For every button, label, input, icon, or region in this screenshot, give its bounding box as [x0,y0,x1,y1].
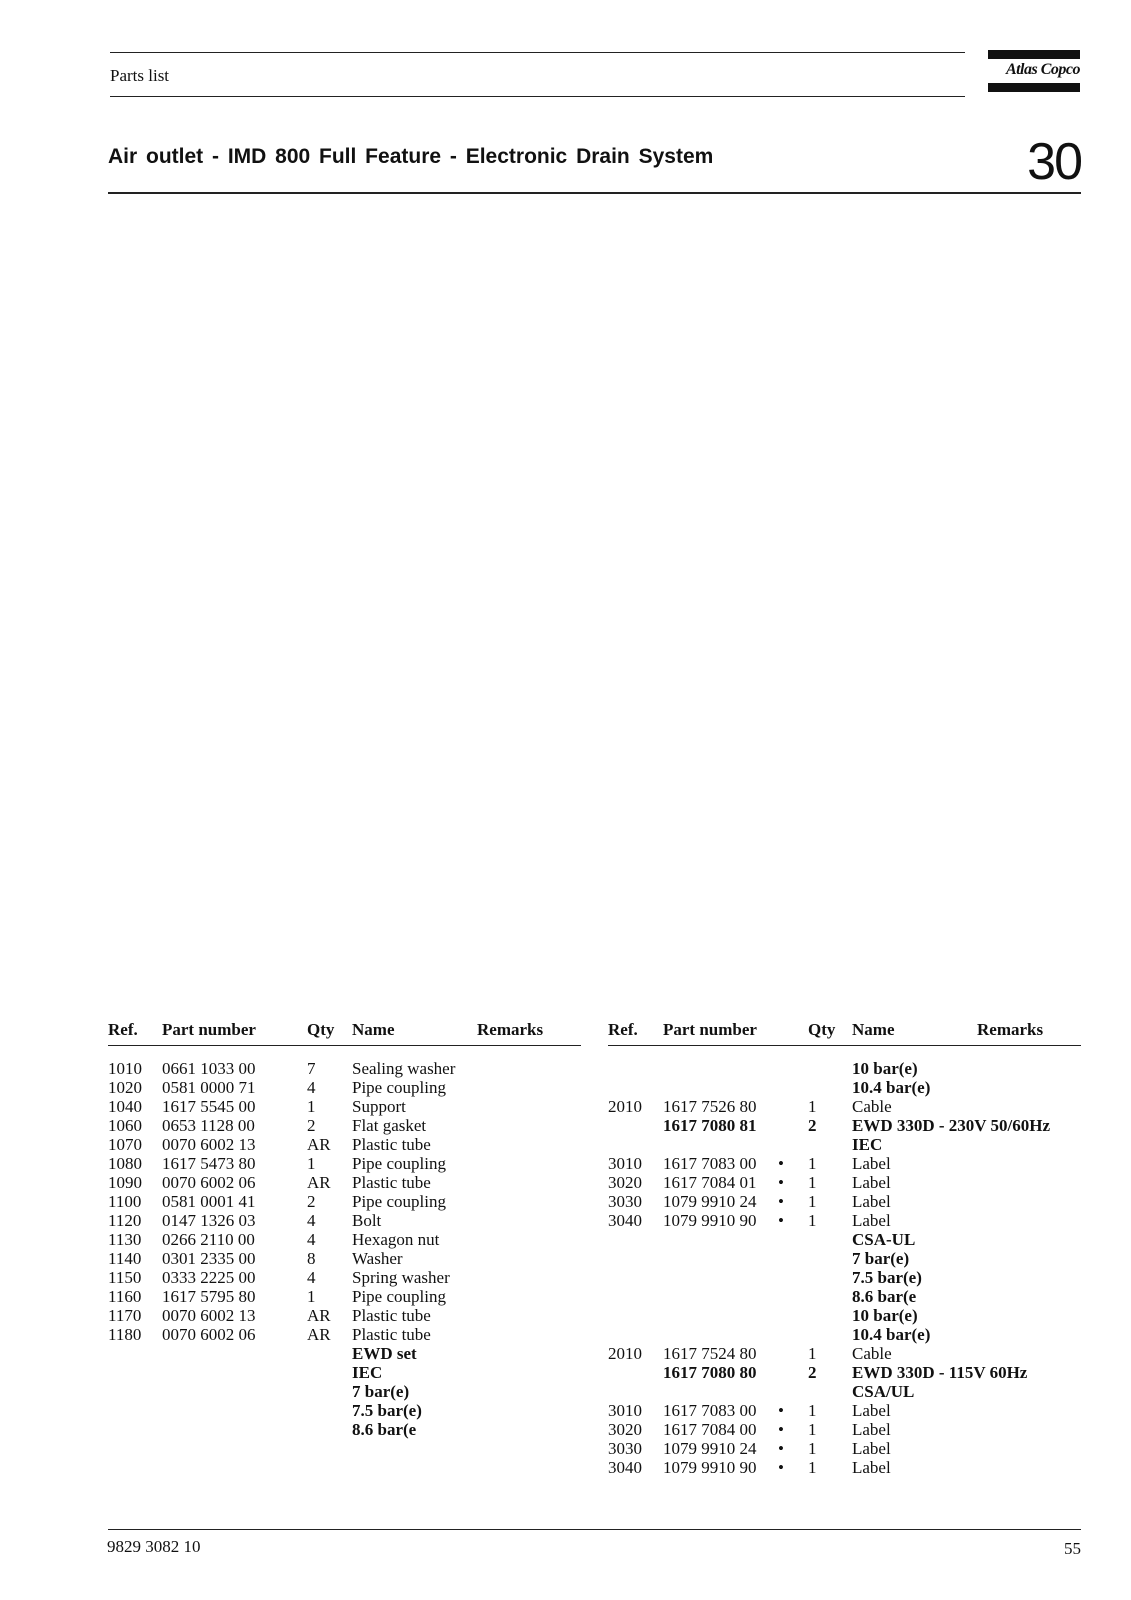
row-ref: 3010 [608,1401,642,1420]
row-part-number: 1079 9910 90 [663,1211,757,1230]
row-name: EWD 330D - 230V 50/60Hz [852,1116,1051,1135]
row-part-number: 1617 7080 80 [663,1363,757,1382]
row-qty: 4 [307,1078,316,1097]
row-ref: 2010 [608,1097,642,1116]
row-ref: 3030 [608,1439,642,1458]
row-ref: 3030 [608,1192,642,1211]
row-name: Label [852,1439,891,1458]
row-name: Label [852,1420,891,1439]
atlas-copco-logo [988,50,1080,92]
row-name: Pipe coupling [352,1154,446,1173]
row-name: 8.6 bar(e [352,1420,417,1439]
row-ref: 1070 [108,1135,142,1154]
row-part-number: 0661 1033 00 [162,1059,256,1078]
row-part-number: 0070 6002 13 [162,1135,256,1154]
row-qty: 1 [808,1097,817,1116]
row-name: Label [852,1173,891,1192]
row-qty: 1 [808,1458,817,1477]
row-name: EWD 330D - 115V 60Hz [852,1363,1028,1382]
header-bottom-rule [110,96,965,97]
row-part-number: 1617 5473 80 [162,1154,256,1173]
row-name: 10 bar(e) [852,1306,918,1325]
row-part-number: 0147 1326 03 [162,1211,256,1230]
row-qty: AR [307,1135,331,1154]
row-qty: 1 [307,1154,316,1173]
title-rule [108,192,1081,194]
row-part-number: 1617 7080 81 [663,1116,757,1135]
row-name: Plastic tube [352,1306,431,1325]
row-ref: 3020 [608,1173,642,1192]
page-number: 55 [1064,1539,1081,1558]
row-name: Label [852,1192,891,1211]
row-ref: 1120 [108,1211,142,1230]
row-part-number: 1617 7084 01 [663,1173,757,1192]
row-name: Plastic tube [352,1173,431,1192]
bullet-icon: • [778,1173,784,1192]
row-name: EWD set [352,1344,417,1363]
right-col-ref: Ref. [608,1020,638,1039]
bullet-icon: • [778,1439,784,1458]
row-qty: 1 [808,1420,817,1439]
row-name: 10 bar(e) [852,1059,918,1078]
row-part-number: 1079 9910 24 [663,1192,757,1211]
row-name: 7.5 bar(e) [352,1401,422,1420]
bullet-icon: • [778,1420,784,1439]
row-qty: 1 [808,1439,817,1458]
row-name: 8.6 bar(e [852,1287,917,1306]
row-qty: AR [307,1306,331,1325]
row-name: 10.4 bar(e) [852,1325,931,1344]
row-ref: 3040 [608,1458,642,1477]
row-qty: 1 [808,1173,817,1192]
row-name: Hexagon nut [352,1230,440,1249]
row-name: 7.5 bar(e) [852,1268,922,1287]
row-name: Support [352,1097,406,1116]
row-ref: 1160 [108,1287,142,1306]
row-qty: 1 [808,1401,817,1420]
row-name: 7 bar(e) [852,1249,910,1268]
row-name: Washer [352,1249,403,1268]
row-qty: 4 [307,1268,316,1287]
row-part-number: 1617 7083 00 [663,1154,757,1173]
row-ref: 1010 [108,1059,142,1078]
row-qty: 1 [808,1192,817,1211]
row-ref: 2010 [608,1344,642,1363]
row-part-number: 1617 7084 00 [663,1420,757,1439]
row-part-number: 0266 2110 00 [162,1230,255,1249]
row-ref: 1150 [108,1268,142,1287]
row-name: Spring washer [352,1268,450,1287]
row-ref: 1140 [108,1249,142,1268]
bullet-icon: • [778,1401,784,1420]
row-name: Pipe coupling [352,1287,446,1306]
row-qty: 2 [307,1116,316,1135]
row-part-number: 0581 0000 71 [162,1078,256,1097]
row-qty: 1 [307,1287,316,1306]
row-ref: 1100 [108,1192,142,1211]
row-qty: 2 [808,1116,817,1135]
row-part-number: 0070 6002 06 [162,1325,256,1344]
row-qty: AR [307,1325,331,1344]
row-ref: 3010 [608,1154,642,1173]
row-part-number: 0653 1128 00 [162,1116,255,1135]
right-col-remarks: Remarks [977,1020,1044,1039]
left-table-rule [108,1045,581,1046]
row-name: CSA-UL [852,1230,916,1249]
left-col-ref: Ref. [108,1020,138,1039]
row-part-number: 0333 2225 00 [162,1268,256,1287]
row-part-number: 1079 9910 24 [663,1439,757,1458]
row-qty: 8 [307,1249,316,1268]
right-col-qty: Qty [808,1020,836,1039]
document-number: 9829 3082 10 [107,1537,201,1556]
row-name: CSA/UL [852,1382,915,1401]
footer-rule [108,1529,1081,1530]
left-col-qty: Qty [307,1020,335,1039]
bullet-icon: • [778,1458,784,1477]
row-ref: 1080 [108,1154,142,1173]
row-name: Plastic tube [352,1325,431,1344]
row-qty: 1 [808,1211,817,1230]
row-qty: AR [307,1173,331,1192]
row-part-number: 0070 6002 06 [162,1173,256,1192]
row-ref: 1170 [108,1306,142,1325]
row-ref: 1020 [108,1078,142,1097]
row-name: Label [852,1211,891,1230]
row-qty: 1 [307,1097,316,1116]
bullet-icon: • [778,1154,784,1173]
header-label: Parts list [110,66,170,85]
left-col-name: Name [352,1020,395,1039]
row-ref: 1040 [108,1097,142,1116]
row-ref: 1090 [108,1173,142,1192]
right-col-part: Part number [663,1020,757,1039]
row-name: Flat gasket [352,1116,427,1135]
left-col-remarks: Remarks [477,1020,544,1039]
bullet-icon: • [778,1211,784,1230]
row-name: Plastic tube [352,1135,431,1154]
row-qty: 1 [808,1154,817,1173]
row-name: Bolt [352,1211,382,1230]
row-ref: 1180 [108,1325,142,1344]
row-part-number: 0581 0001 41 [162,1192,256,1211]
row-part-number: 1617 7526 80 [663,1097,757,1116]
left-col-part: Part number [162,1020,256,1039]
row-part-number: 0070 6002 13 [162,1306,256,1325]
bullet-icon: • [778,1192,784,1211]
row-qty: 2 [307,1192,316,1211]
page-title: Air outlet - IMD 800 Full Feature - Electronic Drain System [108,145,714,168]
row-ref: 1060 [108,1116,142,1135]
row-part-number: 1617 5545 00 [162,1097,256,1116]
logo-wordmark: Atlas Copco [1005,61,1080,78]
right-col-name: Name [852,1020,895,1039]
row-qty: 2 [808,1363,817,1382]
row-name: Pipe coupling [352,1192,446,1211]
section-number: 30 [1027,133,1081,191]
logo-bar-top [988,50,1080,59]
row-name: IEC [352,1363,383,1382]
row-name: Label [852,1401,891,1420]
row-name: IEC [852,1135,883,1154]
row-name: 7 bar(e) [352,1382,410,1401]
row-name: Label [852,1154,891,1173]
row-qty: 7 [307,1059,316,1078]
header-top-rule [110,52,965,53]
row-name: Cable [852,1344,892,1363]
row-ref: 1130 [108,1230,142,1249]
row-qty: 4 [307,1230,316,1249]
row-qty: 1 [808,1344,817,1363]
row-part-number: 1617 7083 00 [663,1401,757,1420]
row-ref: 3020 [608,1420,642,1439]
row-part-number: 0301 2335 00 [162,1249,256,1268]
row-ref: 3040 [608,1211,642,1230]
row-name: Cable [852,1097,892,1116]
row-part-number: 1617 7524 80 [663,1344,757,1363]
row-part-number: 1079 9910 90 [663,1458,757,1477]
row-qty: 4 [307,1211,316,1230]
row-name: Sealing washer [352,1059,456,1078]
row-name: Label [852,1458,891,1477]
logo-bar-bottom [988,83,1080,92]
row-name: Pipe coupling [352,1078,446,1097]
right-table-rule [608,1045,1081,1046]
row-name: 10.4 bar(e) [852,1078,931,1097]
row-part-number: 1617 5795 80 [162,1287,256,1306]
